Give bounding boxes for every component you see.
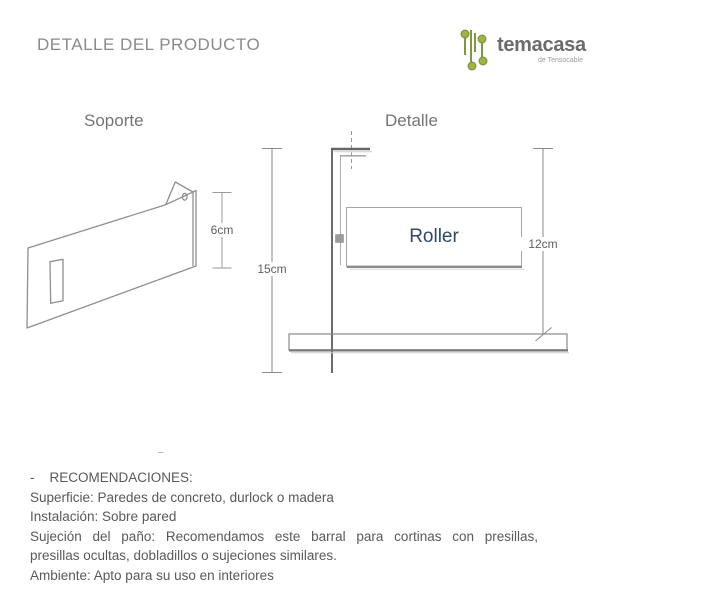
recommendation-line-ambiente: Ambiente: Apto para su uso en interiores [30, 567, 274, 583]
recommendations-block [30, 468, 538, 585]
dimension-15cm-label: 15cm [250, 262, 294, 276]
brand-logo [455, 25, 595, 77]
dimension-12cm-label: 12cm [521, 237, 565, 251]
roller-label: Roller [409, 226, 459, 247]
dimension-15cm-line [262, 149, 282, 373]
dimension-6cm-label: 6cm [202, 223, 242, 237]
temacasa-plant-icon [455, 25, 491, 75]
brand-name: temacasa [497, 34, 586, 56]
support-pin [336, 235, 344, 243]
soporte-bracket-drawing [27, 182, 196, 328]
soporte-diagram-label: Soporte [84, 111, 144, 130]
page-title: DETALLE DEL PRODUCTO [37, 35, 261, 54]
recommendation-line-sujecion: Sujeción del paño: Recomendamos este barral para cortinas con presillas, [30, 528, 538, 544]
product-diagram [0, 100, 723, 460]
plate-slot [50, 259, 63, 303]
detalle-diagram-label: Detalle [385, 111, 438, 130]
recommendation-line-instalacion: Instalación: Sobre pared [30, 509, 177, 524]
recommendation-line-sujecion-cont: presillas ocultas, dobladillos o sujeciones similares. [30, 548, 337, 563]
brand-tagline: de Tensocable [537, 57, 583, 64]
bottom-board [289, 334, 567, 350]
recommendation-line-superficie: Superficie: Paredes de concreto, durlock o madera [30, 489, 334, 505]
recommendations-heading: - RECOMENDACIONES: [30, 470, 193, 485]
detalle-profile-drawing [289, 131, 569, 373]
